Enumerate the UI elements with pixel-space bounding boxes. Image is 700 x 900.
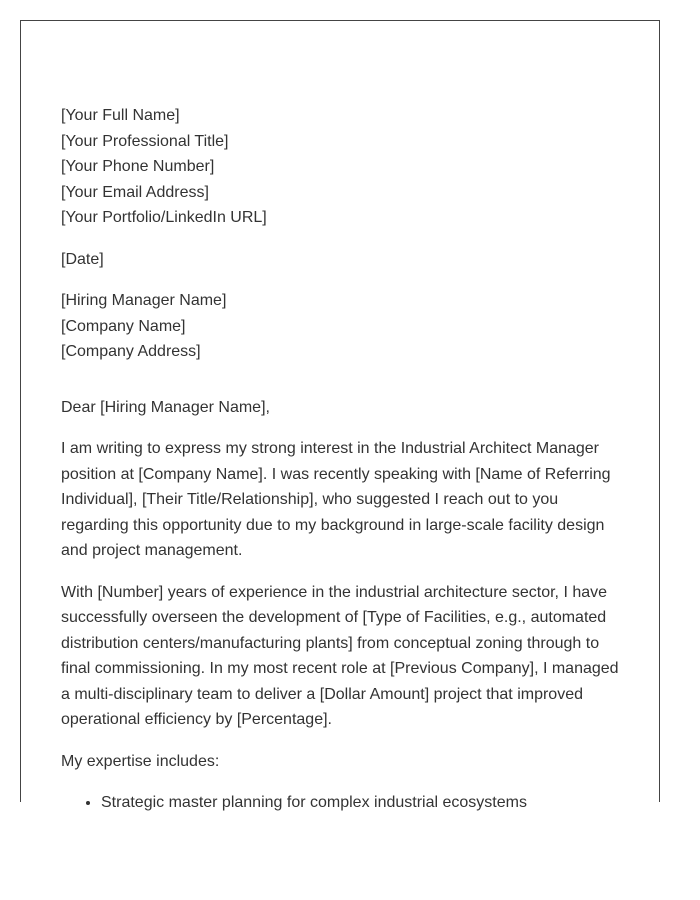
letter-date: [Date] xyxy=(61,250,104,268)
list-item: • Strategic master planning for complex industrial ecosystems xyxy=(101,790,626,816)
body-paragraph-1: I am writing to express my strong interest in the Industrial Architect Manager position at [Company Name]. I was recently speaking with [Name of Referring Individual], [Their Title/Relationship], who suggested I reach out to you regarding this opportunity due to my background in large-scale facility design and project management. xyxy=(61,440,611,559)
expertise-intro: My expertise includes: xyxy=(61,752,220,770)
recipient-company: [Company Name] xyxy=(61,317,186,335)
salutation: Dear [Hiring Manager Name], xyxy=(61,398,270,416)
letter-page xyxy=(20,20,660,811)
expertise-list xyxy=(61,790,626,816)
date-block xyxy=(61,247,626,273)
body-paragraph-2: With [Number] years of experience in the industrial architecture sector, I have successfully overseen the development of [Type of Facilities, e.g., automated distribution centers/manufacturing plants] from conceptual zoning through to final commissioning. In my most recent role at [Previous Company], I managed a multi-disciplinary team to deliver a [Dollar Amount] project that improved operational efficiency by [Percentage]. xyxy=(61,583,619,728)
sender-portfolio: [Your Portfolio/LinkedIn URL] xyxy=(61,209,267,226)
sender-email: [Your Email Address] xyxy=(61,183,209,201)
sender-phone: [Your Phone Number] xyxy=(61,158,215,175)
recipient-name: [Hiring Manager Name] xyxy=(61,292,227,309)
letter-content xyxy=(61,103,626,816)
sender-name: [Your Full Name] xyxy=(61,107,180,124)
sender-block xyxy=(61,103,626,231)
recipient-address: [Company Address] xyxy=(61,343,201,360)
recipient-block xyxy=(61,288,626,365)
sender-title: [Your Professional Title] xyxy=(61,132,229,150)
